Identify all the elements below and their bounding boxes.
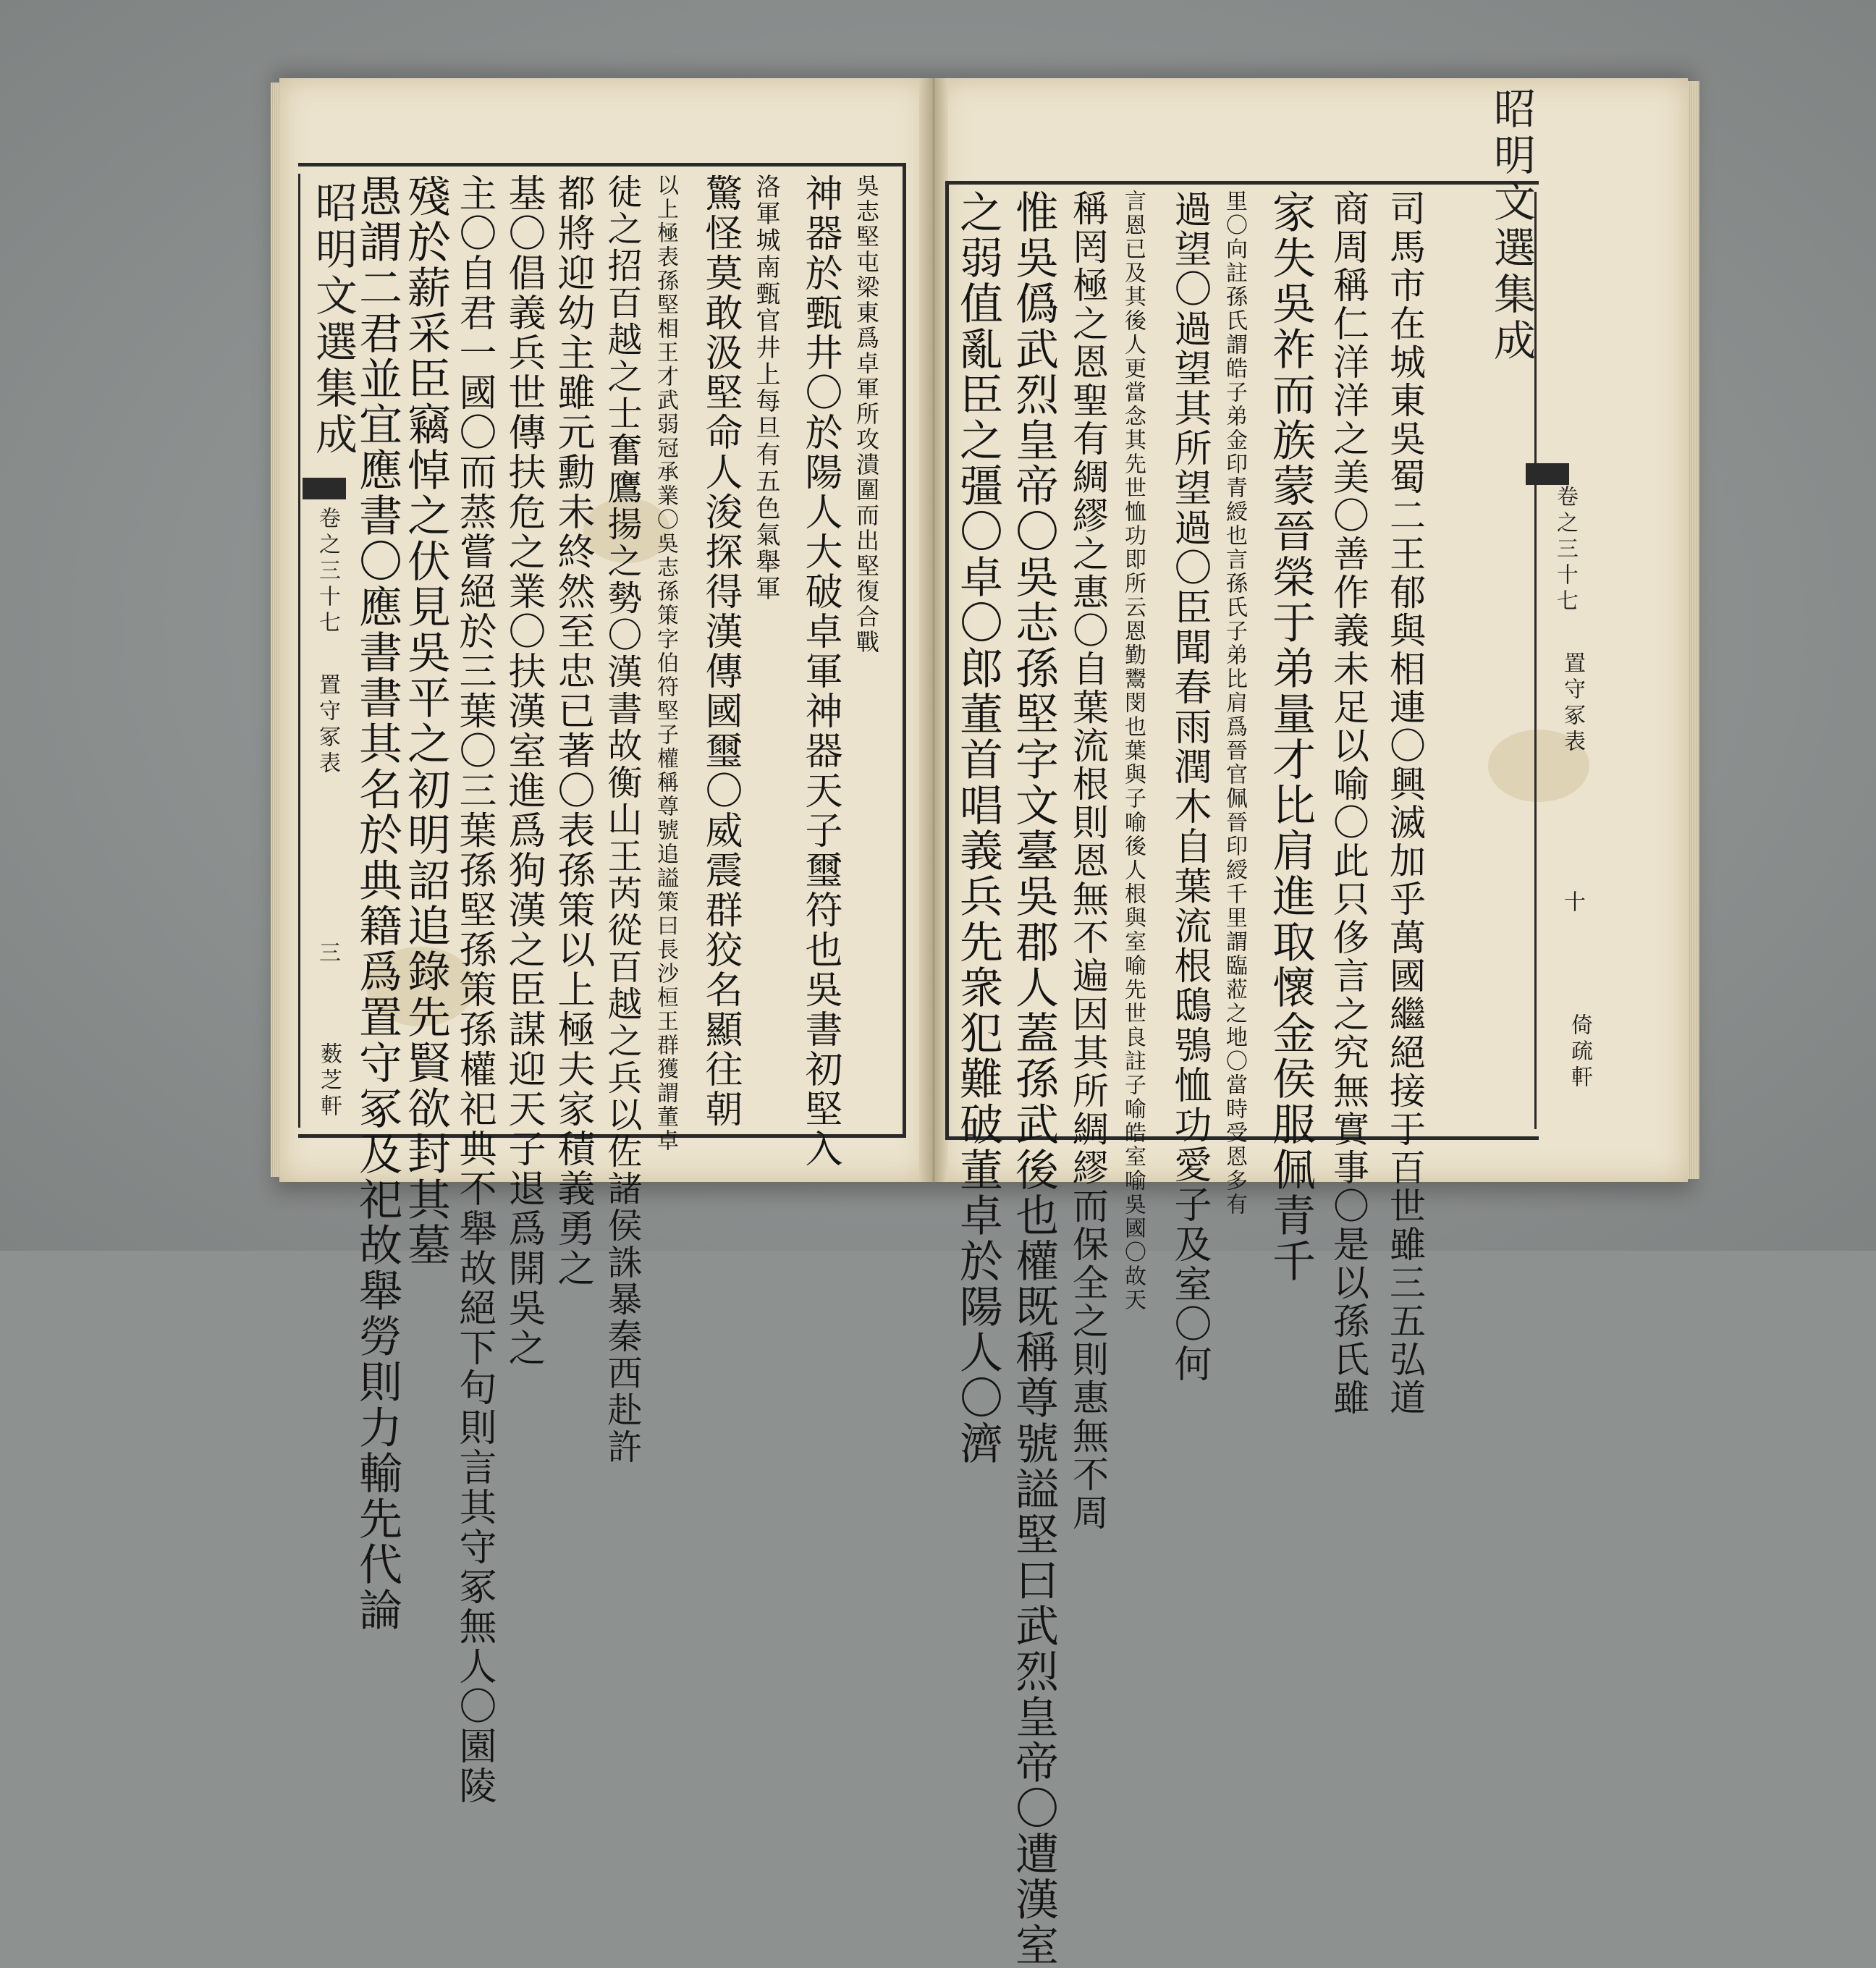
text-column: 主〇自君一國〇而蒸嘗絕於三葉〇三葉孫堅孫策孫權祀典不舉故絕下句則言其守冢無人〇園陵	[452, 174, 496, 1806]
left-margin-section: 置守冢表	[315, 673, 340, 777]
text-column: 言恩已及其後人更當念其先世恤功即所云恩勤鬻閔也葉與子喻後人根與室喻先世良註子喻皓室喻吳國〇故天	[1120, 190, 1146, 1312]
text-column: 殘於薪采臣竊悼之伏見吳平之初明詔追錄先賢欲封其墓	[400, 174, 451, 1268]
text-column: 洛軍城南甄官井上每旦有五色氣舉軍	[751, 174, 780, 602]
right-margin-title: 昭明文選集成	[1487, 87, 1536, 365]
left-page-edges	[271, 83, 279, 1177]
right-margin-folio: 十	[1560, 890, 1585, 916]
text-column: 惟吳僞武烈皇帝〇吳志孫堅字文臺吳郡人蓋孫武後也權既稱尊號謚堅曰武烈皇帝〇遭漢室	[1008, 190, 1059, 1968]
text-column-notes: 吳志堅屯梁東爲卓軍所攻潰圍而出堅復合戰	[853, 174, 880, 655]
left-frame-inner-line	[298, 174, 300, 1128]
text-column: 神器於甄井〇於陽人大破卓軍神器天子璽符也吳書初堅入	[798, 174, 842, 1169]
left-margin-folio: 三	[315, 941, 340, 967]
left-margin-title: 昭明文選集成	[308, 181, 358, 459]
right-margin-section: 置守冢表	[1560, 651, 1585, 756]
right-page-edges	[1688, 81, 1699, 1179]
book-gutter	[919, 78, 948, 1182]
text-column: 稱罔極之恩聖有綢繆之惠〇自葉流根則恩無不遍因其所綢繆而保全之則惠無不周	[1067, 190, 1109, 1532]
left-fishtail-mark	[303, 478, 346, 499]
text-column: 都將迎幼主雖元勳未終然至忠已著〇表孫策以上極夫家積義勇之	[551, 174, 594, 1288]
text-column: 驚怪莫敢汲堅命人浚探得漢傳國璽〇威震群狡名顯往朝	[698, 174, 742, 1129]
right-margin-volume: 卷之三十七	[1552, 485, 1578, 615]
left-margin-corner: 薮芝軒	[316, 1042, 342, 1120]
text-column: 徒之招百越之士奮鷹揚之勢〇漢書故衡山王芮從百越之兵以佐諸侯誅暴秦西赴許	[601, 174, 642, 1466]
text-column: 以上極表孫堅相王才武弱冠承業〇吳志孫策字伯符堅子權稱尊號追謚策曰長沙桓王群獲謂董卓	[653, 174, 678, 1153]
text-column: 過望〇過望其所望過〇臣聞春雨潤木自葉流根鴟鴞恤功愛子及室〇何	[1167, 190, 1211, 1384]
right-fishtail-mark	[1526, 463, 1569, 485]
text-column: 基〇倡義兵世傳扶危之業〇扶漢室進爲狗漢之臣謀迎天子退爲開吳之	[502, 174, 545, 1368]
text-column: 司馬市在城東吳蜀二王郁與相連〇興滅加乎萬國繼絕接于百世雖三五弘道	[1384, 190, 1426, 1417]
text-column: 之弱值亂臣之彊〇卓〇郎董首唱義兵先衆犯難破董卓於陽人〇濟	[952, 190, 1003, 1466]
text-column: 商周稱仁洋洋之美〇善作義未足以喻〇此只侈言之究無實事〇是以孫氏雖	[1327, 190, 1369, 1417]
text-column: 愚謂二君並宜應書〇應書書其名於典籍爲置守冢及祀故舉勞則力輸先代論	[352, 174, 402, 1633]
right-margin-corner: 倚疏軒	[1567, 1013, 1592, 1091]
text-column: 里〇向註孫氏謂皓子弟金印青綬也言孫氏子弟比肩爲晉官佩晉印綬千里謂臨蒞之地〇當時受恩多有	[1222, 190, 1247, 1217]
left-margin-volume: 卷之三十七	[315, 507, 340, 637]
text-column: 家失吳祚而族蒙晉榮于弟量才比肩進取懷金侯服佩青千	[1265, 190, 1316, 1284]
